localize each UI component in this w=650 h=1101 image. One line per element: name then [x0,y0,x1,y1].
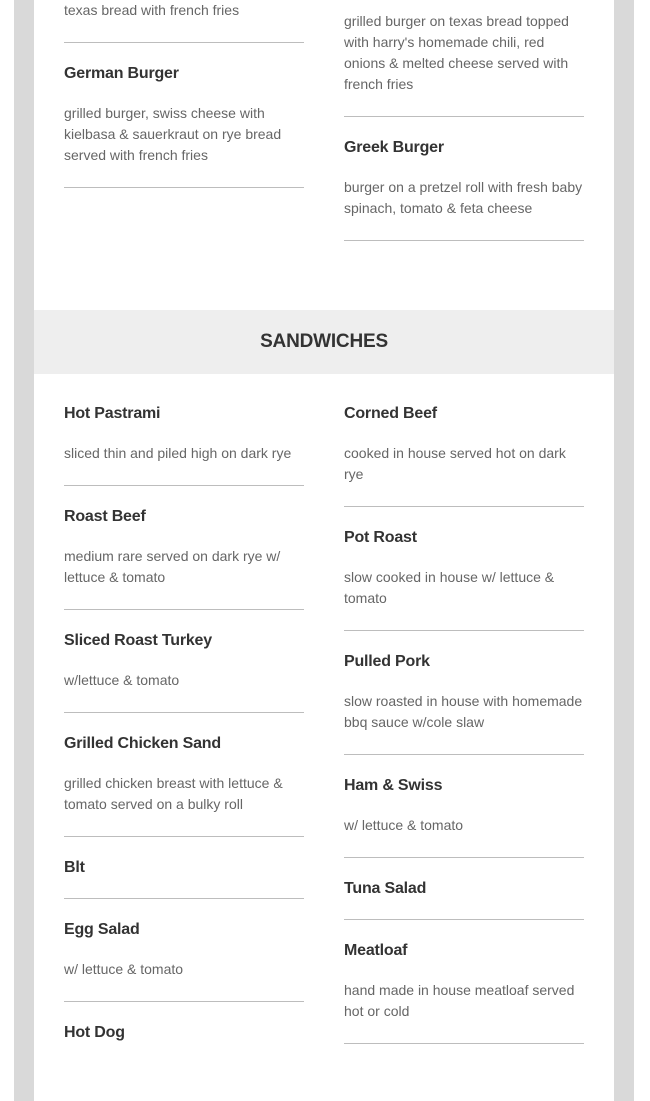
sandwiches-left-column [64,404,304,1085]
item-name: Tuna Salad [344,880,427,897]
item-description: cooked in house served hot on dark rye [344,445,566,482]
item-description: sliced thin and piled high on dark rye [64,445,292,461]
menu-item [344,941,584,1044]
menu-item [64,631,304,713]
section-title: SANDWICHES [260,331,388,352]
menu-item [64,734,304,837]
item-description: grilled chicken breast with lettuce & tomato served on a bulky roll [64,775,283,812]
item-name: Pot Roast [344,529,417,546]
menu-item [64,404,304,486]
section-header [34,310,614,374]
menu-item [344,138,584,241]
item-name: Ham & Swiss [344,777,443,794]
burgers-left-column [64,0,304,209]
item-name: Meatloaf [344,942,408,959]
menu-item [344,879,584,920]
menu-item [344,11,584,117]
menu-item [64,1023,304,1064]
item-name: Egg Salad [64,921,140,938]
item-name: Pulled Pork [344,653,430,670]
menu-page [34,0,614,1101]
item-description: burger on a pretzel roll with fresh baby spinach, tomato & feta cheese [344,179,583,216]
item-description: w/ lettuce & tomato [64,961,184,977]
menu-item [344,404,584,507]
menu-item [344,528,584,631]
item-name: Sliced Roast Turkey [64,632,212,649]
menu-item [64,858,304,899]
item-description: texas bread with french fries [64,2,240,18]
item-name: Hot Dog [64,1024,125,1041]
item-name: German Burger [64,65,179,82]
menu-item [344,652,584,755]
menu-item [64,64,304,188]
item-name: Grilled Chicken Sand [64,735,221,752]
item-description: medium rare served on dark rye w/ lettuce & tomato [64,548,281,585]
item-description: slow cooked in house w/ lettuce & tomato [344,569,555,606]
item-description: grilled burger on texas bread topped with harry's homemade chili, red onions & melted cheese served with french fries [344,13,569,92]
sandwiches-right-column [344,404,584,1065]
item-name: Blt [64,859,85,876]
menu-item [64,920,304,1002]
item-description: w/lettuce & tomato [64,672,180,688]
menu-item [344,776,584,858]
item-name: Corned Beef [344,405,437,422]
item-name: Roast Beef [64,508,146,525]
item-description: slow roasted in house with homemade bbq sauce w/cole slaw [344,693,583,730]
item-description: hand made in house meatloaf served hot or cold [344,982,575,1019]
burgers-right-column [344,11,584,262]
item-description: grilled burger, swiss cheese with kielbasa & sauerkraut on rye bread served with french fries [64,105,282,163]
item-name: Greek Burger [344,139,444,156]
menu-item [64,507,304,610]
menu-item [64,0,304,43]
item-name: Hot Pastrami [64,405,161,422]
item-description: w/ lettuce & tomato [344,817,464,833]
